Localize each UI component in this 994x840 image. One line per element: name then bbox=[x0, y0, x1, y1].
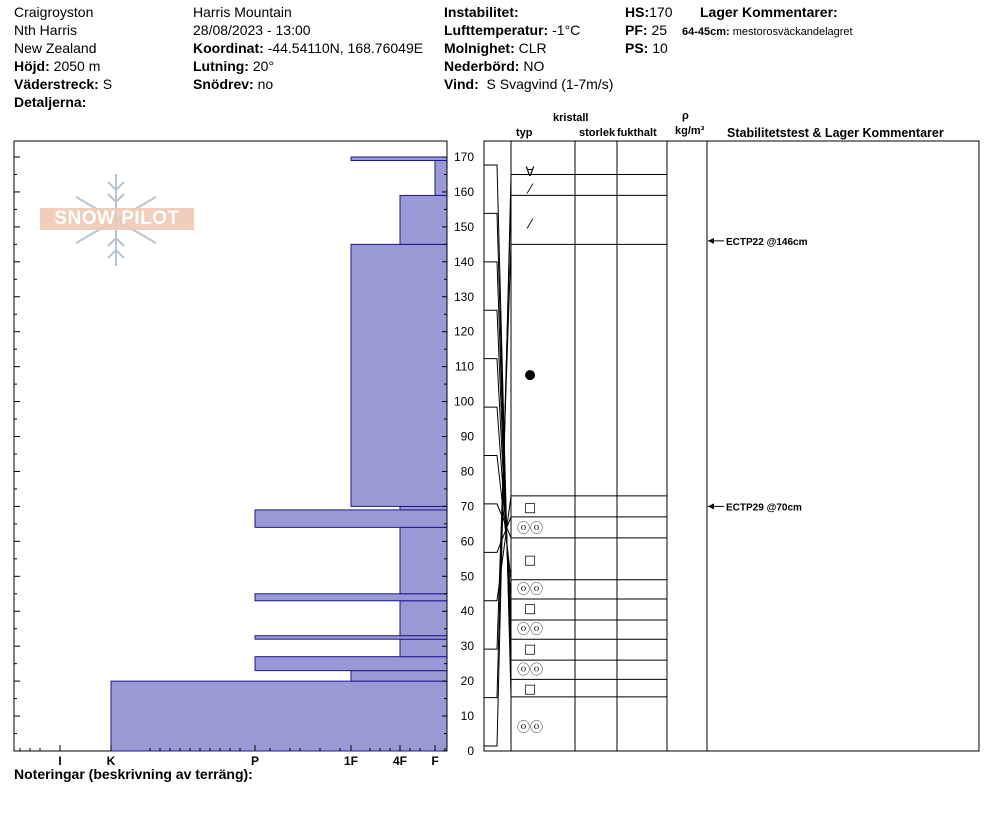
region-name: Nth Harris bbox=[14, 22, 78, 38]
grain-form-symbol: ⓞⓞ bbox=[516, 622, 544, 638]
hardness-bar bbox=[435, 160, 447, 195]
height-tick-label: 40 bbox=[460, 604, 474, 619]
hs-label: HS: bbox=[625, 4, 650, 20]
country-name: New Zealand bbox=[14, 40, 97, 56]
precip-value: NO bbox=[523, 58, 545, 74]
slope-value: 20° bbox=[252, 58, 275, 74]
logo-text: SNOW PILOT bbox=[40, 208, 194, 230]
grain-form-symbol: ⓞⓞ bbox=[516, 582, 544, 598]
stability-test-label: ECTP29 @70cm bbox=[726, 502, 802, 514]
hardness-bar bbox=[351, 671, 447, 681]
elevation-label: Höjd: bbox=[14, 58, 50, 74]
hardness-bar bbox=[400, 506, 447, 509]
grain-form-symbol: □ bbox=[523, 500, 537, 516]
coordinate-value: -44.54110N, 168.76049E bbox=[267, 40, 424, 56]
hardness-bar bbox=[400, 601, 447, 636]
height-tick-label: 70 bbox=[460, 499, 474, 514]
drift-value: no bbox=[257, 76, 274, 92]
grain-form-symbol: □ bbox=[523, 601, 537, 617]
ps-label: PS: bbox=[625, 40, 649, 56]
layer-table-frame bbox=[484, 141, 979, 751]
height-tick-label: 150 bbox=[453, 219, 474, 234]
grain-form-symbol: □ bbox=[523, 641, 537, 657]
aspect-value: S bbox=[102, 76, 113, 92]
height-tick-label: 20 bbox=[460, 674, 474, 689]
pf-label: PF: bbox=[625, 22, 648, 38]
height-tick-label: 60 bbox=[460, 534, 474, 549]
hardness-scale-label: P bbox=[250, 754, 260, 768]
grain-form-symbol: ⓞⓞ bbox=[516, 720, 544, 736]
hardness-bar bbox=[255, 594, 447, 601]
layer-connector bbox=[484, 359, 511, 620]
details-label: Detaljerna: bbox=[14, 94, 87, 110]
grain-form-symbol: ⁄ bbox=[528, 217, 532, 233]
grain-form-symbol: ⓞⓞ bbox=[516, 521, 544, 537]
height-tick-label: 110 bbox=[454, 359, 474, 374]
hardness-scale-label: I bbox=[58, 754, 62, 768]
height-tick-label: 140 bbox=[453, 254, 474, 269]
mountain-name: Harris Mountain bbox=[193, 4, 292, 20]
hardness-bar bbox=[400, 639, 447, 656]
stability-arrow-head bbox=[708, 503, 714, 509]
precip-label: Nederbörd: bbox=[444, 58, 520, 74]
layer-comments-label: Lager Kommentarer: bbox=[700, 4, 838, 20]
header-moisture: fukthalt bbox=[617, 127, 657, 139]
height-tick-label: 80 bbox=[460, 464, 474, 479]
grain-form-symbol: ⁄ bbox=[528, 182, 532, 198]
height-tick-label: 90 bbox=[460, 429, 474, 444]
height-tick-label: 0 bbox=[467, 744, 474, 758]
notes-label: Noteringar (beskrivning av terräng): bbox=[14, 766, 253, 782]
hardness-bar bbox=[351, 244, 447, 506]
hs-value: 170 bbox=[649, 4, 673, 20]
airtemp-value: -1°C bbox=[552, 22, 581, 38]
hardness-bar bbox=[111, 681, 447, 751]
height-tick-label: 100 bbox=[453, 394, 474, 409]
wind-label: Vind: bbox=[444, 76, 479, 92]
drift-label: Snödrev: bbox=[193, 76, 254, 92]
header-size: storlek bbox=[579, 127, 616, 139]
hardness-scale-label: 4F bbox=[392, 754, 408, 768]
hardness-bar bbox=[400, 195, 447, 244]
elevation-value: 2050 m bbox=[53, 58, 101, 74]
hardness-bar bbox=[400, 527, 447, 593]
height-tick-label: 160 bbox=[453, 184, 474, 199]
sky-label: Molnighet: bbox=[444, 40, 515, 56]
header-type: typ bbox=[516, 127, 533, 139]
slope-label: Lutning: bbox=[193, 58, 249, 74]
header-rho: ρ bbox=[682, 110, 689, 122]
hardness-bar bbox=[255, 657, 447, 671]
layer-connector bbox=[484, 407, 511, 599]
pf-value: 25 bbox=[651, 22, 668, 38]
hardness-bar bbox=[255, 636, 447, 639]
layer-comment-range: 64-45cm: bbox=[682, 26, 730, 38]
height-tick-label: 50 bbox=[460, 569, 474, 584]
grain-form-symbol: ⓞⓞ bbox=[516, 662, 544, 678]
hardness-scale-label: K bbox=[106, 754, 116, 768]
height-tick-label: 130 bbox=[453, 289, 474, 304]
stability-test-label: ECTP22 @146cm bbox=[726, 236, 808, 248]
header-density-unit: kg/m³ bbox=[675, 125, 705, 137]
hardness-scale-label: 1F bbox=[343, 754, 359, 768]
hardness-bar bbox=[351, 157, 447, 160]
height-tick-label: 30 bbox=[460, 639, 474, 654]
layer-connector bbox=[484, 244, 511, 649]
grain-form-symbol: □ bbox=[523, 682, 537, 698]
height-tick-label: 10 bbox=[460, 709, 474, 724]
height-tick-label: 120 bbox=[453, 324, 474, 339]
coordinate-label: Koordinat: bbox=[193, 40, 264, 56]
instability-label: Instabilitet: bbox=[444, 4, 519, 20]
hardness-scale-label: F bbox=[431, 754, 439, 768]
grain-form-symbol: □ bbox=[523, 552, 537, 568]
stability-arrow-head bbox=[708, 238, 714, 244]
location-name: Craigroyston bbox=[14, 4, 94, 20]
ps-value: 10 bbox=[652, 40, 668, 56]
sky-value: CLR bbox=[518, 40, 547, 56]
header-stability: Stabilitetstest & Lager Kommentarer bbox=[727, 126, 944, 140]
header-crystal: kristall bbox=[553, 112, 589, 124]
grain-form-symbol: ∀ bbox=[525, 164, 535, 180]
airtemp-label: Lufttemperatur: bbox=[444, 22, 549, 38]
grain-form-symbol: ● bbox=[524, 367, 536, 383]
hardness-bar bbox=[255, 510, 447, 527]
aspect-label: Väderstreck: bbox=[14, 76, 99, 92]
height-tick-label: 170 bbox=[453, 150, 474, 164]
observation-datetime: 28/08/2023 - 13:00 bbox=[193, 22, 311, 38]
layer-comment-text: mestorosväckandelagret bbox=[732, 26, 853, 38]
wind-value: S Svagvind (1-7m/s) bbox=[486, 76, 614, 92]
